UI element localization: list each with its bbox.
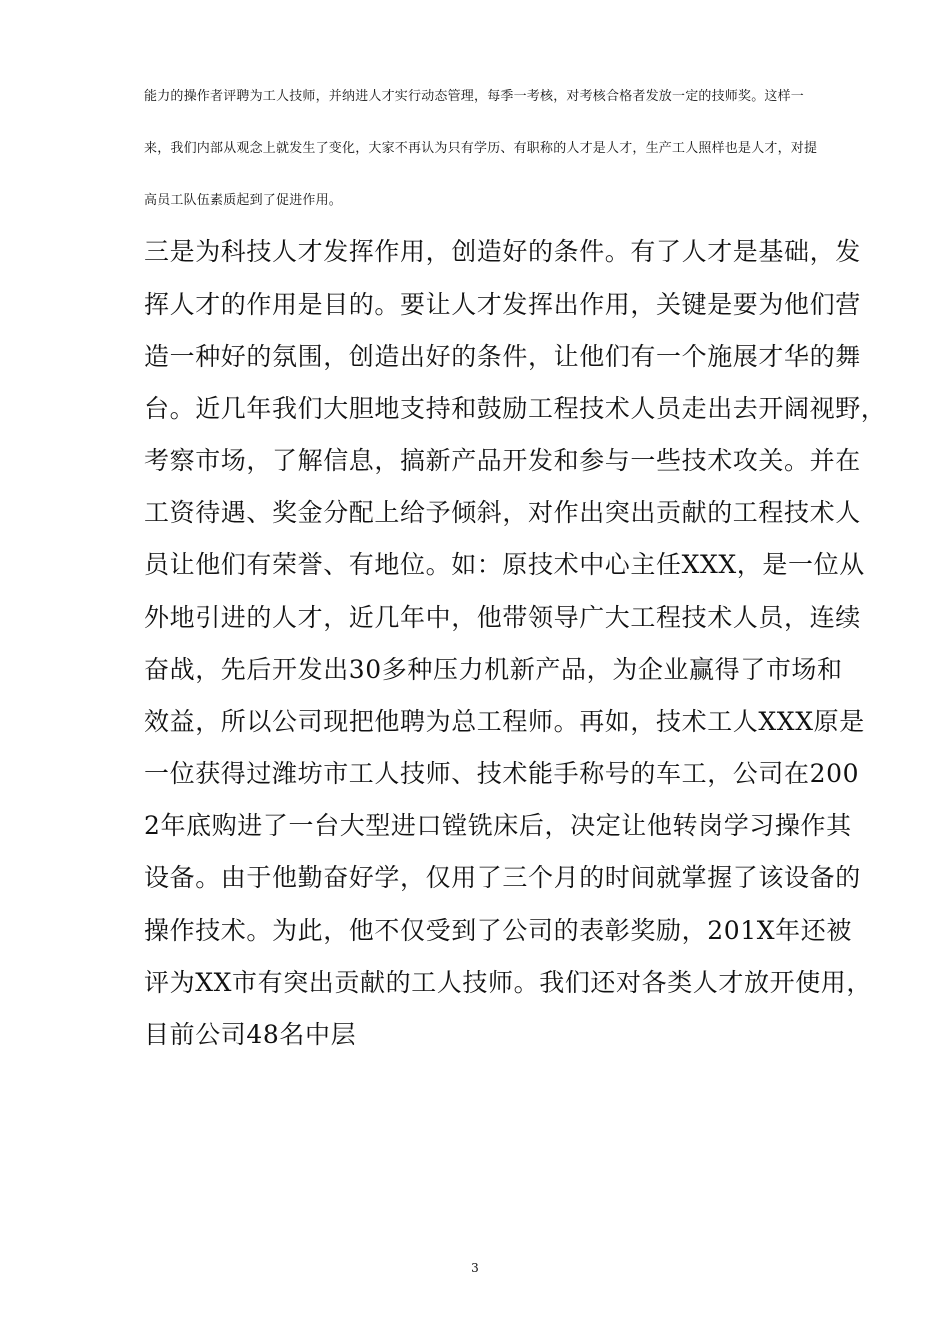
body-line-6: 工资待遇、奖金分配上给予倾斜，对作出突出贡献的工程技术人: [144, 498, 861, 527]
intro-line-2: 来，我们内部从观念上就发生了变化，大家不再认为只有学历、有职称的人才是人才，生产工人照样也是人才，对提: [144, 141, 818, 156]
body-line-16: 目前公司48名中层: [144, 1020, 357, 1049]
body-line-11: 一位获得过潍坊市工人技师、技术能手称号的车工，公司在200: [144, 759, 860, 788]
body-line-10: 效益，所以公司现把他聘为总工程师。再如，技术工人XXX原是: [144, 707, 865, 736]
body-line-2: 挥人才的作用是目的。要让人才发挥出作用，关键是要为他们营: [144, 290, 861, 319]
body-line-15: 评为XX市有突出贡献的工人技师。我们还对各类人才放开使用，: [144, 968, 872, 997]
body-line-9: 奋战，先后开发出30多种压力机新产品，为企业赢得了市场和: [144, 655, 843, 684]
body-line-8: 外地引进的人才，近几年中，他带领导广大工程技术人员，连续: [144, 603, 861, 632]
body-line-1: 三是为科技人才发挥作用，创造好的条件。有了人才是基础，发: [144, 237, 861, 266]
body-line-3: 造一种好的氛围，创造出好的条件，让他们有一个施展才华的舞: [144, 342, 861, 371]
intro-line-3: 高员工队伍素质起到了促进作用。: [144, 193, 343, 208]
intro-line-1: 能力的操作者评聘为工人技师，并纳进人才实行动态管理，每季一考核，对考核合格者发放一定的技师奖。这样一: [144, 89, 805, 104]
page-number: 3: [471, 1261, 479, 1275]
body-line-7: 员让他们有荣誉、有地位。如：原技术中心主任XXX，是一位从: [144, 550, 865, 579]
body-line-13: 设备。由于他勤奋好学，仅用了三个月的时间就掌握了该设备的: [144, 863, 861, 892]
body-line-5: 考察市场，了解信息，搞新产品开发和参与一些技术攻关。并在: [144, 446, 861, 475]
body-line-4: 台。近几年我们大胆地支持和鼓励工程技术人员走出去开阔视野，: [144, 394, 887, 423]
body-line-12: 2年底购进了一台大型进口镗铣床后，决定让他转岗学习操作其: [144, 811, 852, 840]
body-line-14: 操作技术。为此，他不仅受到了公司的表彰奖励，201X年还被: [144, 916, 852, 945]
